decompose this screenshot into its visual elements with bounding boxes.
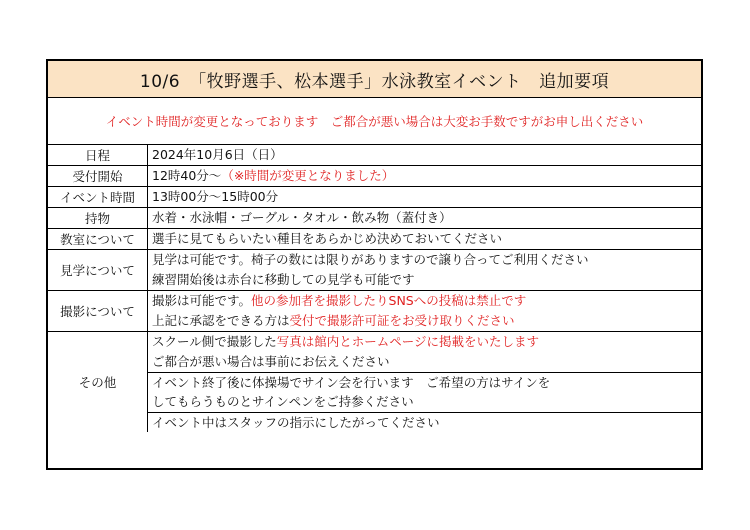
observation-line-2: 練習開始後は赤台に移動しての見学も可能です — [152, 272, 415, 287]
row-label-lesson: 教室について — [48, 229, 148, 250]
event-notice-sheet — [46, 59, 703, 470]
row-value-observation — [148, 250, 701, 291]
reception-note: （※時間が変更となりました） — [221, 168, 395, 183]
other-line-2: ご都合が悪い場合は事前にお伝えください — [152, 354, 390, 369]
row-label-observation: 見学について — [48, 250, 148, 291]
photo-line-2-plain: 上記に承認をできる方は — [152, 313, 290, 328]
other-line-4: してもらうものとサインペンをご持参ください — [152, 394, 414, 409]
row-value-photo — [148, 291, 701, 332]
row-label-belongings: 持物 — [48, 208, 148, 229]
notice-banner — [48, 98, 701, 145]
notice-text: イベント時間が変更となっております ご都合が悪い場合は大変お手数ですがお申し出ください — [105, 114, 644, 129]
row-value-event-time — [148, 187, 701, 208]
lesson-value: 選手に見てもらいたい種目をあらかじめ決めておいてください — [152, 231, 503, 246]
other-line-1 — [148, 332, 701, 352]
row-label-date: 日程 — [48, 145, 148, 166]
date-value: 2024年10月6日（日） — [152, 147, 283, 162]
belongings-value: 水着・水泳帽・ゴーグル・タオル・飲み物（蓋付き） — [152, 210, 452, 225]
other-line-1-plain: スクール側で撮影した — [152, 334, 277, 349]
photo-line-2-warning: 受付で撮影許可証をお受け取りください — [289, 313, 515, 328]
reception-value: 12時40分～ — [152, 168, 222, 183]
photo-line-1 — [148, 291, 701, 311]
photo-line-2 — [148, 311, 701, 331]
title-bar — [48, 61, 701, 98]
other-line-1-highlight: 写真は館内とホームページに掲載をいたします — [276, 334, 540, 349]
row-label-event-time: イベント時間 — [48, 187, 148, 208]
row-value-belongings — [148, 208, 701, 229]
page-title: 10/6 「牧野選手、松本選手」水泳教室イベント 追加要項 — [139, 71, 610, 92]
row-label-other: その他 — [48, 332, 148, 432]
other-line-5: イベント中はスタッフの指示にしたがってください — [148, 412, 701, 432]
event-time-value: 13時00分～15時00分 — [152, 189, 279, 204]
row-value-other — [148, 332, 701, 432]
other-line-3: イベント終了後に体操場でサイン会を行います ご希望の方はサインを — [148, 372, 701, 392]
row-label-photo: 撮影について — [48, 291, 148, 332]
row-value-reception — [148, 166, 701, 187]
row-value-lesson — [148, 229, 701, 250]
photo-line-1-plain: 撮影は可能です。 — [152, 293, 252, 308]
row-value-date — [148, 145, 701, 166]
observation-line-1: 見学は可能です。椅子の数には限りがありますので譲り合ってご利用ください — [152, 252, 589, 267]
reception-line — [148, 166, 701, 186]
photo-line-1-warning: 他の参加者を撮影したりSNSへの投稿は禁止です — [251, 293, 527, 308]
details-table — [48, 145, 701, 432]
row-label-reception: 受付開始 — [48, 166, 148, 187]
